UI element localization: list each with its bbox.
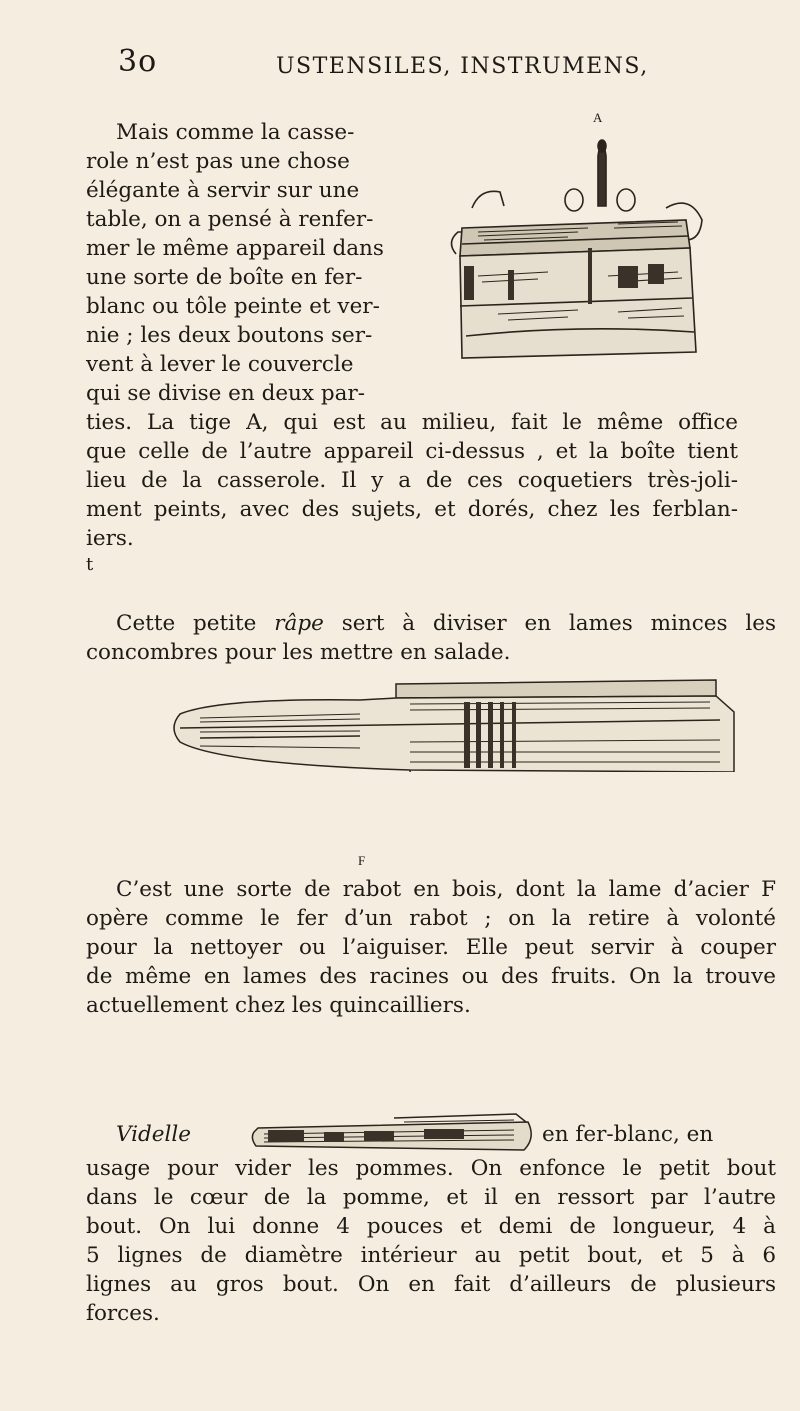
paragraph-casserole-box [86, 118, 738, 577]
text-line: bout. On lui donne 4 pouces et demi de longueur, 4 à [86, 1214, 776, 1239]
text-line: ment peints, avec des sujets, et dorés, chez les ferblan- [86, 497, 738, 522]
text-line: actuellement chez les quincailliers. [86, 993, 471, 1018]
text-segment: sert à diviser en lames minces les [323, 611, 776, 636]
text-line [86, 609, 776, 638]
page-number: 3o [118, 44, 158, 79]
cucumber-grater-illustration [160, 672, 750, 772]
text-line: lignes au gros bout. On en fait d’ailleurs de plusieurs [86, 1272, 776, 1297]
text-line: 5 lignes de diamètre intérieur au petit bout, et 5 à 6 [86, 1243, 776, 1268]
running-title: USTENSILES, INSTRUMENS, [276, 54, 649, 79]
paragraph-grater-intro [86, 609, 776, 667]
paragraph-grater-description [86, 875, 776, 1020]
stray-mark: t [86, 554, 94, 575]
text-line: forces. [86, 1301, 160, 1326]
apple-corer-illustration [244, 1112, 534, 1156]
text-line: que celle de l’autre appareil ci-dessus , et la boîte tient [86, 439, 738, 464]
text-line: ties. La tige A, qui est au milieu, fait le même office [86, 410, 738, 435]
text-segment: Cette petite [116, 611, 275, 636]
text-line: dans le cœur de la pomme, et il en ressort par l’autre [86, 1185, 776, 1210]
text-line: élégante à servir sur une [86, 178, 360, 203]
text-line: Mais comme la casse- [116, 120, 355, 145]
text-line: pour la nettoyer ou l’aiguiser. Elle peut servir à couper [86, 935, 776, 960]
term-videlle: Videlle [116, 1122, 191, 1147]
text-line: blanc ou tôle peinte et ver- [86, 294, 380, 319]
text-line: role n’est pas une chose [86, 149, 350, 174]
text-line: usage pour vider les pommes. On enfonce le petit bout [86, 1156, 776, 1181]
text-line: nie ; les deux boutons ser- [86, 323, 373, 348]
text-line: qui se divise en deux par- [86, 381, 365, 406]
text-line: mer le même appareil dans [86, 236, 384, 261]
text-line: iers. [86, 526, 134, 551]
figure-f-label: F [358, 853, 366, 868]
figure-a-label: A [593, 110, 603, 125]
italic-term: râpe [274, 611, 324, 636]
text-line: opère comme le fer d’un rabot ; on la retire à volonté [86, 906, 776, 931]
text-line: lieu de la casserole. Il y a de ces coquetiers très-joli- [86, 468, 738, 493]
text-line: C’est une sorte de rabot en bois, dont la lame d’acier F [116, 877, 776, 902]
text-segment: en fer-blanc, en [542, 1122, 714, 1147]
text-line: table, on a pensé à renfer- [86, 207, 374, 232]
text-line: une sorte de boîte en fer- [86, 265, 363, 290]
text-line: concombres pour les mettre en salade. [86, 640, 511, 665]
text-line: vent à lever le couvercle [86, 352, 354, 377]
text-line: de même en lames des racines ou des fruits. On la trouve [86, 964, 776, 989]
